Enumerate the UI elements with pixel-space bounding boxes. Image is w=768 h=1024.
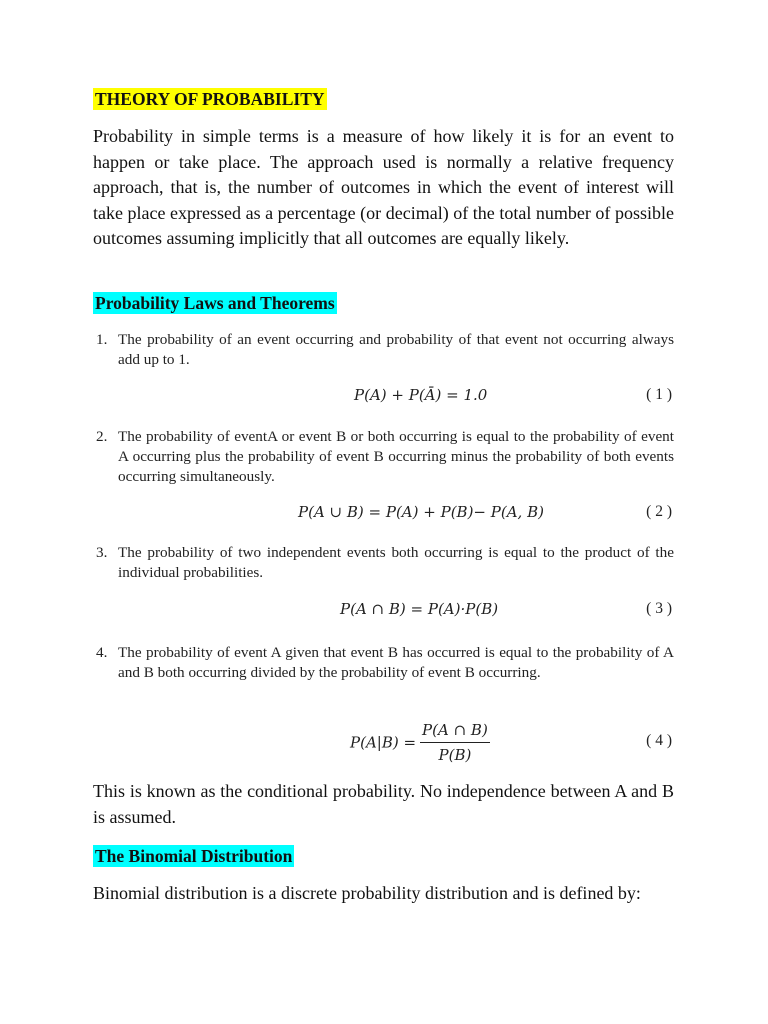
equation-2: P(A ∪ B) = P(A) + P(B)− P(A, B) bbox=[298, 503, 544, 521]
law-number: 3. bbox=[96, 544, 108, 561]
law-number: 2. bbox=[96, 428, 108, 445]
intro-paragraph: Probability in simple terms is a measure of how likely it is for an event to happen or take place. The approach used is normally a relative frequency approach, that is, the number of outcomes in which the event of interest will take place expressed as a percentage (or decimal) of the total number of possible outcomes assuming implicitly that all outcomes are equally likely. bbox=[93, 126, 674, 249]
heading-probability-laws: Probability Laws and Theorems bbox=[95, 293, 335, 313]
equation-4-lhs: P(A|B) = bbox=[350, 733, 417, 752]
heading-theory-of-probability: THEORY OF PROBABILITY bbox=[95, 89, 325, 109]
equation-number: ( 3 ) bbox=[646, 600, 672, 617]
law-item-3 bbox=[96, 543, 674, 583]
law-text: The probability of event A given that event B has occurred is equal to the probability of A and B both occurring divided by the probability of event B occurring. bbox=[118, 644, 674, 681]
fraction-numerator: P(A ∩ B) bbox=[420, 720, 490, 743]
law-text: The probability of two independent events both occurring is equal to the product of the individual probabilities. bbox=[118, 544, 674, 581]
law-text: The probability of an event occurring and probability of that event not occurring always add up to 1. bbox=[118, 331, 674, 368]
equation-row-1 bbox=[93, 386, 674, 416]
equation-4 bbox=[350, 720, 490, 765]
law-item-1 bbox=[96, 330, 674, 370]
equation-row-3 bbox=[93, 600, 674, 630]
equation-number: ( 4 ) bbox=[646, 732, 672, 749]
equation-number: ( 1 ) bbox=[646, 386, 672, 403]
equation-3: P(A ∩ B) = P(A)·P(B) bbox=[340, 600, 499, 618]
law-number: 4. bbox=[96, 644, 108, 661]
document-page bbox=[93, 0, 674, 1024]
equation-row-4 bbox=[93, 720, 674, 768]
fraction bbox=[420, 720, 490, 765]
law-number: 1. bbox=[96, 331, 108, 348]
law-text: The probability of eventA or event B or both occurring is equal to the probability of event A occurring plus the probability of event B occurring minus the probability of both events occurring simultaneously. bbox=[118, 428, 674, 485]
binomial-intro: Binomial distribution is a discrete probability distribution and is defined by: bbox=[93, 883, 641, 903]
fraction-denominator: P(B) bbox=[438, 746, 472, 764]
heading-binomial-distribution: The Binomial Distribution bbox=[95, 846, 293, 866]
equation-number: ( 2 ) bbox=[646, 503, 672, 520]
law-item-2 bbox=[96, 427, 674, 487]
equation-1: P(A) + P(Ā) = 1.0 bbox=[354, 386, 488, 404]
equation-row-2 bbox=[93, 503, 674, 533]
conditional-note: This is known as the conditional probability. No independence between A and B is assumed. bbox=[93, 781, 674, 827]
law-item-4 bbox=[96, 643, 674, 683]
